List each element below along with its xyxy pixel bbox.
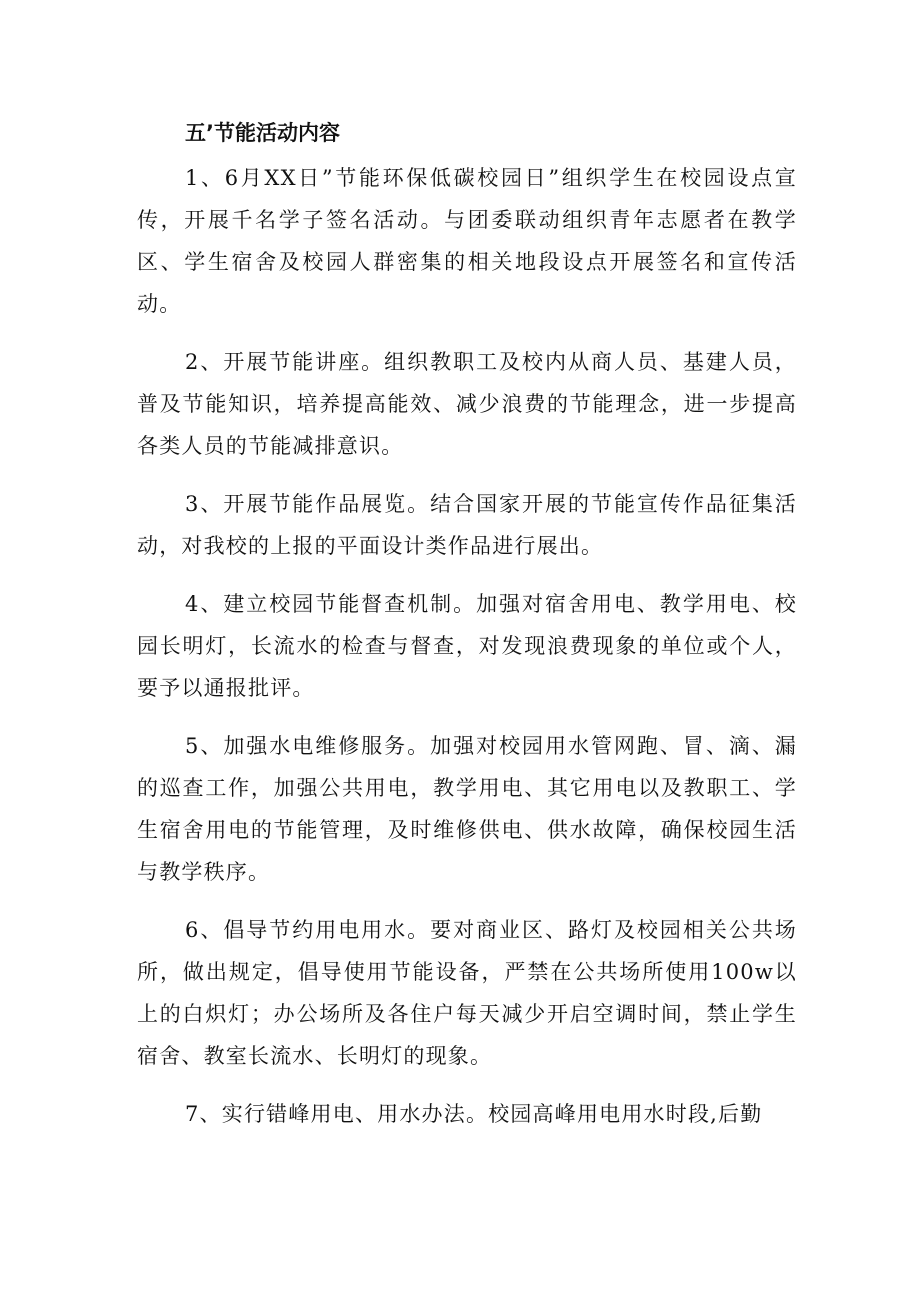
paragraph-1: 1、6月XX日”节能环保低碳校园日”组织学生在校园设点宣传，开展千名学子签名活动。与团委联动组织青年志愿者在教学区、学生宿舍及校园人群密集的相关地段设点开展签名和宣传活动。 (137, 166, 797, 316)
paragraph-6: 6、倡导节约用电用水。要对商业区、路灯及校园相关公共场所，做出规定，倡导使用节能设备，严禁在公共场所使用100w以上的白炽灯；办公场所及各住户每天减少开启空调时间，禁止学生宿舍、教室长流水、长明灯的现象。 (137, 918, 797, 1068)
paragraph-5: 5、加强水电维修服务。加强对校园用水管网跑、冒、滴、漏的巡查工作，加强公共用电，教学用电、其它用电以及教职工、学生宿舍用电的节能管理，及时维修供电、供水故障，确保校园生活与教学秩序。 (137, 734, 797, 884)
paragraph-4: 4、建立校园节能督查机制。加强对宿舍用电、教学用电、校园长明灯，长流水的检查与督查，对发现浪费现象的单位或个人，要予以通报批评。 (137, 592, 797, 700)
document-body (137, 112, 797, 1151)
section-heading: 五’节能活动内容 (185, 121, 340, 145)
paragraph-2: 2、开展节能讲座。组织教职工及校内从商人员、基建人员，普及节能知识，培养提高能效、减少浪费的节能理念，进一步提高各类人员的节能减排意识。 (137, 350, 797, 458)
paragraph-3: 3、开展节能作品展览。结合国家开展的节能宣传作品征集活动，对我校的上报的平面设计类作品进行展出。 (137, 492, 797, 558)
paragraph-7: 7、实行错峰用电、用水办法。校园高峰用电用水时段,后勤 (185, 1102, 763, 1126)
